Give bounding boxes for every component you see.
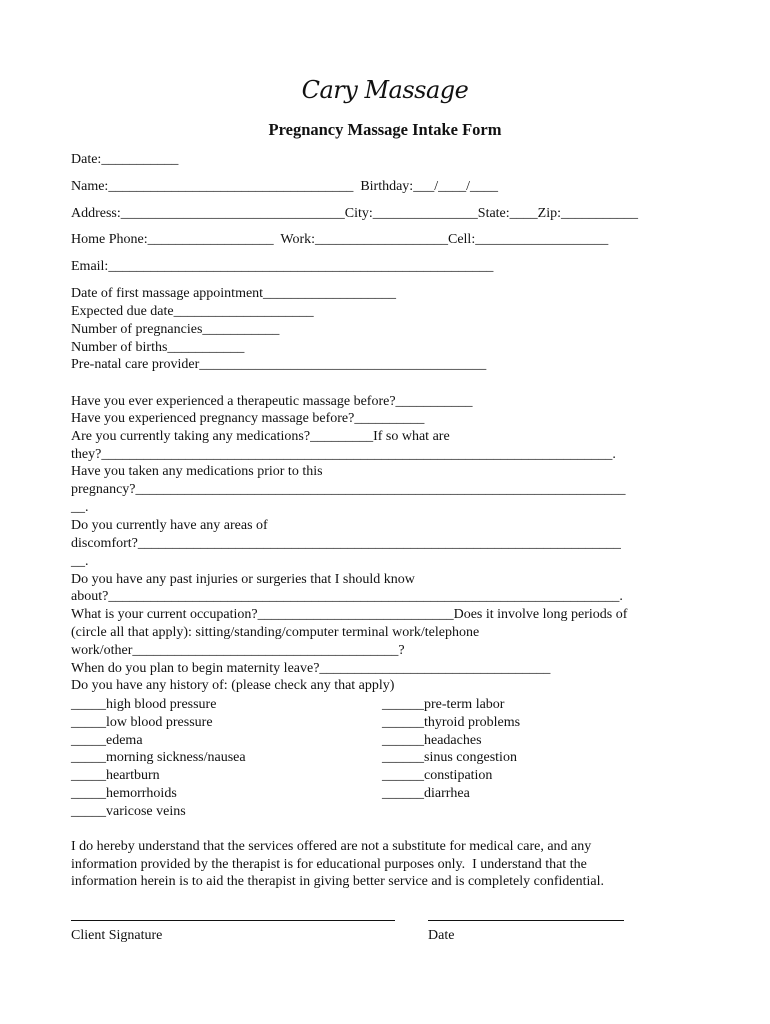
question-discomfort-answer[interactable]: discomfort?_____________________________________________________________________ [71,536,621,551]
check-high-blood-pressure[interactable]: _____high blood pressure [71,697,217,712]
address-field[interactable]: Address:________________________________City:_______________State:____Zip:___________ [71,206,638,221]
check-diarrhea[interactable]: ______diarrhea [382,785,470,801]
question-pregnancy-massage[interactable]: Have you experienced pregnancy massage before?__________ [71,411,425,426]
check-hemorrhoids[interactable]: _____hemorrhoids [71,785,177,801]
question-maternity-leave[interactable]: When do you plan to begin maternity leave?_________________________________ [71,661,551,676]
question-medications-cont[interactable]: they?_________________________________________________________________________. [71,447,616,462]
question-occupation[interactable]: What is your current occupation?____________________________Does it involve long periods of [71,607,628,622]
phone-field[interactable]: Home Phone:__________________ Work:___________________Cell:___________________ [71,232,609,247]
signature-date-label: Date [428,928,455,943]
question-discomfort: Do you currently have any areas of [71,518,268,533]
disclaimer-line: information herein is to aid the therapist in giving better service and is completely confidential. [71,874,605,889]
question-prior-medications: Have you taken any medications prior to this [71,464,323,479]
first-appointment-field[interactable]: Date of first massage appointment___________________ [71,286,397,301]
care-provider-field[interactable]: Pre-natal care provider_________________________________________ [71,357,487,372]
check-headaches[interactable]: ______headaches [382,732,482,748]
due-date-field[interactable]: Expected due date____________________ [71,304,314,319]
signature-date-line[interactable] [428,920,624,921]
question-injuries-answer[interactable]: about?_________________________________________________________________________. [71,589,623,604]
brand-logo: Cary Massage [301,76,469,104]
births-field[interactable]: Number of births___________ [71,340,245,355]
occupation-other[interactable]: work/other______________________________________? [71,643,405,658]
client-signature-line[interactable] [71,920,395,921]
question-injuries: Do you have any past injuries or surgeries that I should know [71,572,415,587]
disclaimer-line: information provided by the therapist is for educational purposes only. I understand that the [71,856,587,872]
history-checklist-left [71,696,246,821]
question-prior-medications-end[interactable]: __. [71,500,89,515]
name-birthday-field[interactable]: Name:___________________________________ Birthday:___/____/____ [71,179,498,194]
check-thyroid-problems[interactable]: ______thyroid problems [382,714,521,730]
form-title: Pregnancy Massage Intake Form [268,120,502,139]
pregnancies-field[interactable]: Number of pregnancies___________ [71,322,280,337]
question-discomfort-end[interactable]: __. [71,554,89,569]
email-field[interactable]: Email:_______________________________________________________ [71,259,494,274]
history-checklist-right [382,696,520,803]
occupation-options: (circle all that apply): sitting/standing/computer terminal work/telephone [71,625,480,640]
check-edema[interactable]: _____edema [71,732,143,748]
check-low-blood-pressure[interactable]: _____low blood pressure [71,714,213,730]
history-heading: Do you have any history of: (please check any that apply) [71,678,395,693]
disclaimer-paragraph [71,838,711,891]
check-heartburn[interactable]: _____heartburn [71,768,160,784]
question-therapeutic-massage[interactable]: Have you ever experienced a therapeutic massage before?___________ [71,394,473,409]
date-field[interactable]: Date:___________ [71,152,179,167]
check-morning-sickness[interactable]: _____morning sickness/nausea [71,750,246,766]
check-sinus-congestion[interactable]: ______sinus congestion [382,750,517,766]
client-signature-label: Client Signature [71,928,163,943]
question-prior-medications-answer[interactable]: pregnancy?______________________________________________________________________ [71,482,626,497]
check-varicose-veins[interactable]: _____varicose veins [71,803,186,819]
check-pre-term-labor[interactable]: ______pre-term labor [382,697,505,712]
question-medications[interactable]: Are you currently taking any medications?_________If so what are [71,429,450,444]
disclaimer-line: I do hereby understand that the services offered are not a substitute for medical care, and any [71,839,592,854]
check-constipation[interactable]: ______constipation [382,768,493,784]
